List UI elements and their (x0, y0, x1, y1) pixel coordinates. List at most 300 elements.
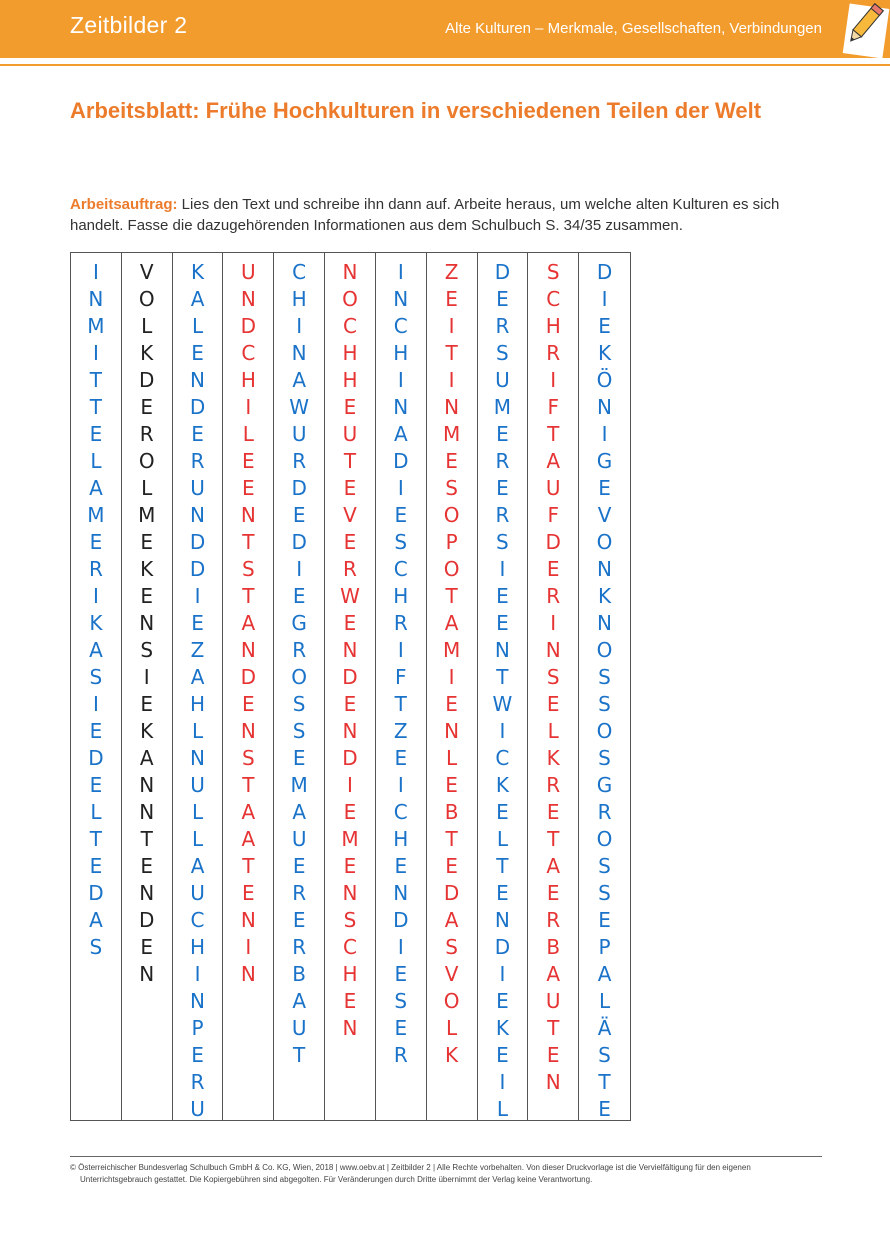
letter-cell: H (393, 827, 409, 851)
letter-cell: A (444, 611, 459, 635)
letter-cell: M (87, 503, 105, 527)
letter-cell: R (343, 557, 357, 581)
letter-cell: A (393, 422, 408, 446)
letter-cell: Z (444, 260, 459, 284)
letter-cell: L (496, 1097, 508, 1121)
letter-cell: N (240, 503, 256, 527)
letter-cell: B (444, 800, 459, 824)
letter-cell: P (191, 1016, 204, 1040)
letter-cell: U (545, 989, 561, 1013)
letter-cell: E (89, 773, 103, 797)
letter-cell: L (90, 800, 102, 824)
letter-cell: C (342, 935, 357, 959)
letter-cell: N (291, 341, 307, 365)
letter-cell: D (342, 746, 358, 770)
letter-cell: S (598, 692, 611, 716)
letter-cell: N (139, 773, 155, 797)
letter-column (427, 253, 478, 1120)
letter-cell: E (242, 476, 255, 500)
letter-cell: E (89, 854, 103, 878)
letter-cell: Ö (596, 368, 613, 392)
letter-cell: T (547, 422, 560, 446)
letter-cell: I (499, 962, 506, 986)
letter-cell: T (547, 827, 560, 851)
letter-cell: U (190, 1097, 205, 1121)
letter-cell: D (88, 881, 104, 905)
letter-cell: O (596, 638, 613, 662)
letter-cell: I (448, 368, 455, 392)
letter-cell: E (496, 287, 509, 311)
letter-cell: R (292, 881, 307, 905)
letter-cell: S (292, 719, 306, 743)
letter-cell: H (342, 341, 358, 365)
letter-cell: O (291, 665, 308, 689)
letter-cell: N (190, 746, 206, 770)
letter-cell: E (598, 908, 611, 932)
letter-cell: N (139, 611, 155, 635)
letter-cell: U (291, 1016, 307, 1040)
letter-cell: I (92, 584, 99, 608)
letter-cell: C (292, 260, 307, 284)
letter-cell: E (496, 422, 509, 446)
letter-cell: A (241, 800, 256, 824)
letter-cell: E (445, 773, 458, 797)
letter-cell: A (241, 827, 256, 851)
letter-cell: E (546, 800, 560, 824)
letter-cell: U (291, 827, 307, 851)
letter-column (376, 253, 427, 1120)
letter-cell: Z (190, 638, 205, 662)
letter-cell: I (601, 422, 608, 446)
letter-cell: L (547, 719, 559, 743)
letter-cell: E (343, 611, 357, 635)
letter-cell: H (240, 368, 256, 392)
letter-cell: N (597, 611, 613, 635)
letter-cell: I (245, 935, 252, 959)
letter-cell: E (242, 692, 255, 716)
letter-cell: I (92, 260, 99, 284)
letter-cell: W (289, 395, 310, 419)
letter-cell: N (240, 908, 256, 932)
letter-cell: A (546, 449, 561, 473)
letter-cell: P (445, 530, 458, 554)
letter-cell: E (343, 476, 357, 500)
letter-cell: I (601, 287, 608, 311)
letter-cell: N (342, 638, 358, 662)
letter-cell: N (190, 368, 206, 392)
letter-cell: U (545, 476, 561, 500)
worksheet-title: Arbeitsblatt: Frühe Hochkulturen in verschiedenen Teilen der Welt (70, 98, 762, 123)
letter-cell: N (139, 881, 155, 905)
letter-cell: F (547, 503, 559, 527)
letter-cell: T (547, 1016, 560, 1040)
letter-cell: S (292, 692, 306, 716)
letter-cell: L (598, 989, 611, 1013)
letter-cell: A (546, 962, 561, 986)
letter-cell: E (191, 611, 204, 635)
letter-cell: C (190, 908, 205, 932)
letter-cell: D (494, 260, 511, 284)
letter-cell: E (140, 584, 154, 608)
letter-cell: D (494, 935, 511, 959)
letter-cell: R (139, 422, 154, 446)
letter-cell: S (89, 935, 103, 959)
letter-cell: E (343, 854, 357, 878)
letter-cell: I (296, 557, 303, 581)
letter-cell: U (190, 773, 205, 797)
letter-cell: T (140, 827, 153, 851)
letter-cell: R (546, 908, 561, 932)
letter-cell: D (342, 665, 358, 689)
letter-cell: N (240, 719, 256, 743)
letter-cell: K (445, 1043, 459, 1067)
letter-cell: L (446, 1016, 458, 1040)
letter-cell: E (89, 422, 103, 446)
letter-cell: U (190, 881, 205, 905)
letter-cell: T (445, 827, 458, 851)
letter-cell: E (394, 503, 408, 527)
letter-cell: I (448, 665, 455, 689)
letter-cell: B (292, 962, 307, 986)
letter-cell: I (499, 1070, 506, 1094)
letter-cell: T (89, 827, 103, 851)
letter-cell: E (445, 692, 458, 716)
task-label: Arbeitsauftrag: (70, 196, 178, 213)
letter-cell: T (496, 854, 509, 878)
letter-cell: A (241, 611, 256, 635)
letter-cell: R (190, 449, 205, 473)
letter-cell: S (89, 665, 103, 689)
letter-cell: R (597, 800, 612, 824)
letter-cell: E (140, 395, 154, 419)
letter-cell: W (492, 692, 513, 716)
letter-cell: H (190, 935, 206, 959)
letter-cell: C (393, 557, 408, 581)
letter-cell: N (393, 395, 409, 419)
letter-cell: D (291, 530, 307, 554)
letter-cell: K (140, 557, 154, 581)
letter-cell: O (138, 449, 155, 473)
letter-cell: I (245, 395, 252, 419)
letter-cell: T (445, 341, 458, 365)
letter-cell: N (444, 719, 460, 743)
letter-cell: M (341, 827, 359, 851)
letter-cell: A (597, 962, 612, 986)
page-header (0, 0, 890, 58)
letter-cell: N (545, 1070, 561, 1094)
letter-cell: L (141, 314, 153, 338)
letter-cell: D (443, 881, 460, 905)
letter-cell: F (547, 395, 559, 419)
letter-cell: E (598, 476, 611, 500)
letter-cell: K (89, 611, 103, 635)
letter-cell: S (546, 665, 560, 689)
letter-cell: D (393, 908, 409, 932)
letter-cell: U (342, 422, 358, 446)
letter-cell: T (242, 530, 255, 554)
letter-cell: E (343, 989, 357, 1013)
letter-cell: I (397, 935, 404, 959)
letter-cell: L (496, 827, 508, 851)
letter-cell: C (495, 746, 510, 770)
letter-cell: C (342, 314, 357, 338)
letter-cell: U (495, 368, 510, 392)
letter-cell: A (89, 908, 103, 932)
letter-cell: O (443, 557, 460, 581)
letter-cell: O (138, 287, 155, 311)
letter-cell: E (496, 611, 509, 635)
letter-cell: S (598, 854, 611, 878)
letter-cell: E (394, 1016, 408, 1040)
letter-cell: A (292, 989, 306, 1013)
letter-cell: R (546, 584, 561, 608)
letter-cell: E (546, 557, 560, 581)
letter-cell: N (444, 395, 460, 419)
letter-cell: T (242, 773, 255, 797)
letter-cell: L (191, 314, 204, 338)
letter-cell: E (496, 1043, 509, 1067)
letter-cell: N (342, 719, 358, 743)
letter-cell: S (598, 665, 611, 689)
letter-cell: V (444, 962, 459, 986)
letter-cell: R (495, 314, 510, 338)
letter-cell: E (343, 800, 357, 824)
letter-cell: T (343, 449, 357, 473)
letter-cell: A (546, 854, 561, 878)
letter-cell: R (393, 611, 408, 635)
letter-cell: U (241, 260, 256, 284)
letter-cell: N (545, 638, 561, 662)
letter-cell: L (191, 827, 204, 851)
footer-line-2: Unterrichtsgebrauch gestattet. Die Kopiergebühren sind abgegolten. Für Veränderungen durch Dritte übernimmt der Verlag keine Verantwortung. (80, 1175, 593, 1184)
letter-cell: N (342, 881, 358, 905)
letter-column (528, 253, 579, 1120)
task-text: Lies den Text und schreibe ihn dann auf. Arbeite heraus, um welche alten Kulturen es sich handelt. Fasse die dazugehörenden Informationen aus dem Schulbuch S. 34/35 zusammen. (70, 196, 780, 234)
letter-cell: N (494, 638, 510, 662)
letter-cell: N (393, 881, 409, 905)
letter-cell: E (496, 476, 509, 500)
letter-cell: S (598, 881, 611, 905)
letter-cell: D (545, 530, 561, 554)
letter-cell: E (292, 584, 306, 608)
letter-cell: D (240, 665, 257, 689)
letter-cell: I (143, 665, 150, 689)
header-divider (0, 64, 890, 66)
letter-cell: T (394, 692, 407, 716)
letter-cell: A (89, 638, 103, 662)
letter-cell: S (598, 1043, 611, 1067)
letter-cell: R (292, 935, 307, 959)
letter-cell: T (598, 1070, 611, 1094)
letter-cell: H (342, 962, 358, 986)
letter-cell: N (240, 287, 256, 311)
letter-cell: O (342, 287, 358, 311)
letter-cell: T (496, 665, 509, 689)
letter-cell: R (190, 1070, 205, 1094)
letter-cell: E (496, 881, 509, 905)
letter-cell: I (92, 341, 99, 365)
letter-cell: E (191, 422, 204, 446)
letter-cell: E (394, 854, 408, 878)
letter-cell: T (293, 1043, 306, 1067)
letter-cell: H (393, 584, 409, 608)
letter-cell: E (140, 530, 154, 554)
letter-cell: R (292, 638, 307, 662)
letter-cell: D (139, 368, 155, 392)
letter-cell: L (191, 719, 204, 743)
letter-cell: S (394, 530, 408, 554)
letter-cell: O (443, 989, 460, 1013)
letter-cell: T (89, 395, 103, 419)
letter-cell: K (546, 746, 560, 770)
letter-cell: K (190, 260, 205, 284)
letter-cell: P (598, 935, 611, 959)
letter-cell: I (550, 368, 557, 392)
letter-column (274, 253, 325, 1120)
letter-cell: H (190, 692, 206, 716)
letter-cell: S (241, 746, 255, 770)
letter-cell: I (499, 719, 506, 743)
letter-cell: V (597, 503, 612, 527)
letter-cell: D (393, 449, 409, 473)
footer-line-1: © Österreichischer Bundesverlag Schulbuch GmbH & Co. KG, Wien, 2018 | www.oebv.at | Zeitbilder 2 | Alle Rechte vorbehalten. Von dieser Druckvorlage ist die Vervielfältigung für den eigenen (70, 1163, 751, 1172)
letter-cell: H (393, 341, 409, 365)
letter-cell: K (597, 584, 612, 608)
letter-cell: D (88, 746, 104, 770)
letter-cell: R (495, 503, 510, 527)
letter-cell: H (342, 368, 358, 392)
letter-cell: H (291, 287, 307, 311)
letter-cell: S (546, 260, 560, 284)
letter-cell: O (443, 503, 460, 527)
letter-cell: S (445, 476, 458, 500)
letter-cell: A (292, 800, 306, 824)
letter-cell: N (88, 287, 104, 311)
letter-cell: L (141, 476, 153, 500)
letter-cell: M (290, 773, 308, 797)
letter-cell: N (240, 638, 256, 662)
letter-cell: E (343, 530, 357, 554)
letter-column (71, 253, 122, 1120)
letter-cell: W (340, 584, 360, 608)
letter-cell: E (191, 341, 204, 365)
letter-cell: R (292, 449, 307, 473)
letter-cell: E (394, 962, 408, 986)
letter-cell: T (89, 368, 103, 392)
pencil-icon (828, 0, 890, 60)
letter-cell: E (292, 746, 306, 770)
letter-cell: K (495, 1016, 509, 1040)
letter-cell: T (242, 854, 255, 878)
letter-column (325, 253, 376, 1120)
letter-cell: G (291, 611, 307, 635)
letter-cell: D (139, 908, 155, 932)
letter-cell: R (546, 341, 561, 365)
letter-column (173, 253, 224, 1120)
letter-cell: S (445, 935, 458, 959)
letter-cell: I (194, 962, 201, 986)
letter-cell: M (138, 503, 156, 527)
letter-cell: N (190, 989, 206, 1013)
letter-cell: Ä (597, 1016, 612, 1040)
letter-column (122, 253, 173, 1120)
letter-cell: E (292, 503, 306, 527)
letter-cell: I (92, 692, 99, 716)
letter-cell: O (596, 530, 613, 554)
letter-cell: M (493, 395, 512, 419)
book-title: Zeitbilder 2 (70, 12, 188, 38)
letter-cell: I (499, 557, 506, 581)
letter-cell: E (445, 854, 458, 878)
letter-cell: E (546, 1043, 560, 1067)
letter-cell: N (342, 260, 358, 284)
letter-cell: C (241, 341, 256, 365)
letter-cell: E (496, 800, 509, 824)
copyright-footer (70, 1162, 830, 1186)
letter-cell: I (397, 476, 404, 500)
letter-cell: I (397, 773, 404, 797)
letter-cell: E (598, 314, 611, 338)
letter-cell: E (140, 935, 154, 959)
letter-cell: C (393, 314, 408, 338)
letter-cell: E (89, 719, 103, 743)
letter-cell: A (190, 287, 205, 311)
letter-cell: E (496, 584, 509, 608)
letter-cell: A (292, 368, 306, 392)
task-instructions (70, 194, 820, 236)
letter-cell: L (90, 449, 102, 473)
letter-cell: E (191, 1043, 204, 1067)
letter-cell: K (140, 719, 154, 743)
letter-cell: S (496, 530, 509, 554)
letter-cell: D (596, 260, 613, 284)
letter-cell: O (596, 827, 613, 851)
letter-cell: E (546, 692, 560, 716)
letter-cell: N (139, 800, 155, 824)
letter-cell: N (393, 287, 409, 311)
letter-cell: G (596, 773, 613, 797)
letter-cell: N (597, 395, 613, 419)
letter-cell: K (140, 341, 154, 365)
letter-cell: O (596, 719, 613, 743)
letter-cell: S (241, 557, 255, 581)
letter-cell: S (394, 989, 408, 1013)
letter-cell: A (190, 854, 205, 878)
letter-cell: E (292, 908, 306, 932)
letter-cell: M (87, 314, 105, 338)
letter-cell: A (139, 746, 154, 770)
letter-cell: C (393, 800, 408, 824)
letter-cell: A (190, 665, 205, 689)
letter-cell: T (242, 584, 255, 608)
letter-cell: D (240, 314, 257, 338)
letter-cell: E (140, 692, 154, 716)
letter-cell: E (140, 854, 154, 878)
letter-cell: E (242, 449, 255, 473)
letter-cell: S (140, 638, 154, 662)
letter-cell: I (397, 260, 404, 284)
letter-cell: E (292, 854, 306, 878)
chapter-title: Alte Kulturen – Merkmale, Gesellschaften, Verbindungen (445, 20, 822, 37)
letter-cell: N (240, 962, 256, 986)
letter-cell: Z (393, 719, 408, 743)
letter-cell: B (546, 935, 561, 959)
letter-cell: E (546, 881, 560, 905)
letter-cell: N (597, 557, 613, 581)
letter-cell: I (448, 314, 455, 338)
letter-cell: K (597, 341, 612, 365)
letter-column (478, 253, 529, 1120)
